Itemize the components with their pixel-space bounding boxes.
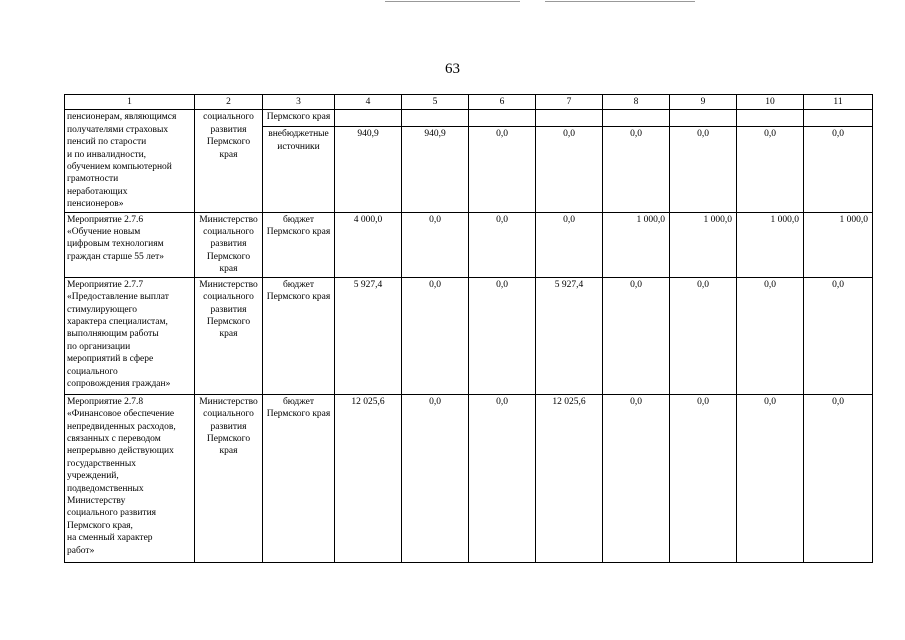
scan-edge-line bbox=[385, 1, 520, 2]
amount-cell: 0,0 bbox=[536, 212, 603, 277]
amount-cell: 0,0 bbox=[603, 127, 670, 212]
amount-cell: 0,0 bbox=[469, 127, 536, 212]
table-row bbox=[65, 110, 873, 127]
amount-cell: 0,0 bbox=[402, 277, 469, 394]
amount-cell: 0,0 bbox=[737, 127, 804, 212]
amount-cell: 0,0 bbox=[670, 277, 737, 394]
amount-cell: 1 000,0 bbox=[804, 212, 873, 277]
header-cell: 9 bbox=[670, 95, 737, 110]
amount-cell: 0,0 bbox=[536, 127, 603, 212]
amount-cell bbox=[335, 110, 402, 127]
amount-cell: 0,0 bbox=[469, 212, 536, 277]
amount-cell: 5 927,4 bbox=[536, 277, 603, 394]
header-cell: 1 bbox=[65, 95, 195, 110]
measure-name-cell: Мероприятие 2.7.6 «Обучение новым цифровым технологиям граждан старше 55 лет» bbox=[65, 212, 195, 277]
amount-cell bbox=[536, 110, 603, 127]
measure-name-cell: Мероприятие 2.7.8 «Финансовое обеспечение непредвиденных расходов, связанных с переводом непрерывно действующих государственных учреждений, подведомственных Министерству социального развития Пермского края, на сменный характер работ» bbox=[65, 394, 195, 562]
funding-source-cell: бюджет Пермского края bbox=[263, 212, 335, 277]
funding-source-cell: бюджет Пермского края bbox=[263, 277, 335, 394]
amount-cell bbox=[737, 110, 804, 127]
amount-cell: 5 927,4 bbox=[335, 277, 402, 394]
table-row bbox=[65, 394, 873, 562]
amount-cell: 0,0 bbox=[603, 277, 670, 394]
amount-cell bbox=[603, 110, 670, 127]
header-cell: 6 bbox=[469, 95, 536, 110]
amount-cell: 0,0 bbox=[402, 394, 469, 562]
table-row bbox=[65, 277, 873, 394]
amount-cell: 0,0 bbox=[469, 277, 536, 394]
amount-cell: 12 025,6 bbox=[536, 394, 603, 562]
amount-cell: 0,0 bbox=[670, 127, 737, 212]
table-row bbox=[65, 212, 873, 277]
amount-cell: 0,0 bbox=[804, 394, 873, 562]
amount-cell: 12 025,6 bbox=[335, 394, 402, 562]
amount-cell: 0,0 bbox=[737, 277, 804, 394]
header-cell: 10 bbox=[737, 95, 804, 110]
executor-cell: Министерство социального развития Пермского края bbox=[195, 394, 263, 562]
header-row bbox=[65, 95, 873, 110]
measure-name-cell: пенсионерам, являющимся получателями страховых пенсий по старости и по инвалидности, обучением компьютерной грамотности неработающих пенсионеров» bbox=[65, 110, 195, 212]
executor-cell: Министерство социального развития Пермского края bbox=[195, 277, 263, 394]
header-cell: 7 bbox=[536, 95, 603, 110]
executor-cell: социального развития Пермского края bbox=[195, 110, 263, 212]
header-cell: 4 bbox=[335, 95, 402, 110]
amount-cell: 1 000,0 bbox=[603, 212, 670, 277]
executor-cell: Министерство социального развития Пермского края bbox=[195, 212, 263, 277]
financing-table bbox=[64, 94, 873, 563]
amount-cell: 940,9 bbox=[402, 127, 469, 212]
amount-cell bbox=[402, 110, 469, 127]
amount-cell: 940,9 bbox=[335, 127, 402, 212]
header-cell: 3 bbox=[263, 95, 335, 110]
scan-edge-line bbox=[545, 1, 695, 2]
amount-cell: 0,0 bbox=[402, 212, 469, 277]
header-cell: 5 bbox=[402, 95, 469, 110]
amount-cell: 1 000,0 bbox=[670, 212, 737, 277]
measure-name-cell: Мероприятие 2.7.7 «Предоставление выплат стимулирующего характера специалистам, выполняющим работы по организации мероприятий в сфере социального сопровождения граждан» bbox=[65, 277, 195, 394]
funding-source-cell: бюджет Пермского края bbox=[263, 394, 335, 562]
amount-cell: 0,0 bbox=[603, 394, 670, 562]
amount-cell bbox=[469, 110, 536, 127]
amount-cell: 0,0 bbox=[804, 127, 873, 212]
funding-source-cell: внебюджетные источники bbox=[263, 127, 335, 212]
amount-cell: 0,0 bbox=[469, 394, 536, 562]
funding-source-cell: Пермского края bbox=[263, 110, 335, 127]
amount-cell: 0,0 bbox=[737, 394, 804, 562]
amount-cell bbox=[670, 110, 737, 127]
header-cell: 11 bbox=[804, 95, 873, 110]
amount-cell: 4 000,0 bbox=[335, 212, 402, 277]
header-cell: 2 bbox=[195, 95, 263, 110]
page-number: 63 bbox=[445, 61, 460, 77]
amount-cell: 0,0 bbox=[804, 277, 873, 394]
amount-cell: 1 000,0 bbox=[737, 212, 804, 277]
amount-cell: 0,0 bbox=[670, 394, 737, 562]
header-cell: 8 bbox=[603, 95, 670, 110]
amount-cell bbox=[804, 110, 873, 127]
